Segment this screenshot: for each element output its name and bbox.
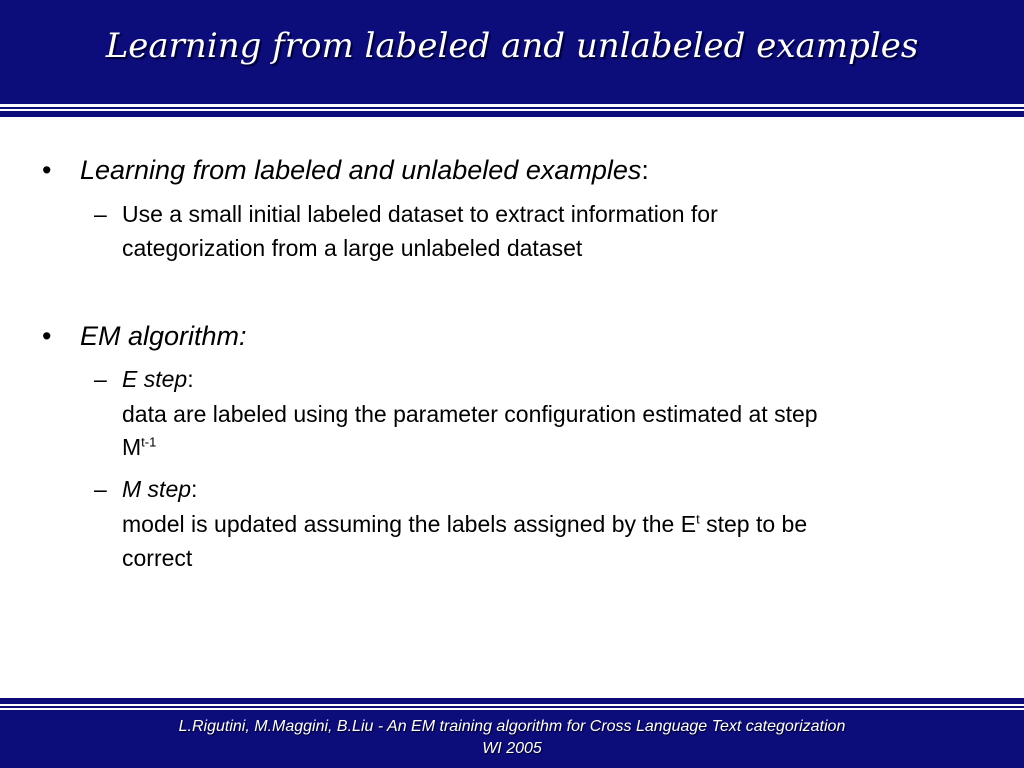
footer-citation: L.Rigutini, M.Maggini, B.Liu - An EM training algorithm for Cross Language Text categorization	[178, 718, 846, 735]
bullet-marker: •	[42, 155, 52, 185]
superscript: t-1	[141, 434, 157, 450]
sub-bullet-line	[122, 507, 807, 541]
sub-bullet-marker: –	[94, 366, 107, 392]
sub-bullet-line	[122, 430, 156, 464]
e-step-label: E step	[122, 366, 188, 392]
sub-bullet-heading	[122, 472, 197, 506]
bullet-suffix: :	[641, 155, 649, 185]
sub-bullet-marker: –	[94, 201, 107, 227]
superscript: t	[696, 511, 700, 527]
bullet-text	[80, 154, 649, 186]
sub-bullet-line: correct	[122, 545, 193, 571]
slide-title: Learning from labeled and unlabeled examples	[105, 26, 919, 66]
bullet-marker: •	[42, 321, 52, 351]
sub-bullet-line: Use a small initial labeled dataset to extract information for	[122, 201, 718, 227]
footer-rule-thick	[0, 698, 1024, 704]
sub-bullet-line: categorization from a large unlabeled dataset	[122, 235, 583, 261]
footer-rule-thin	[0, 706, 1024, 708]
heading-suffix: :	[191, 476, 198, 502]
sub-bullet-heading	[122, 362, 194, 396]
bullet-label: Learning from labeled and unlabeled examples	[80, 155, 642, 185]
text-segment: step to be	[699, 511, 808, 537]
symbol-m: M	[122, 434, 142, 460]
footer-venue: WI 2005	[482, 740, 542, 757]
sub-bullet-line: data are labeled using the parameter configuration estimated at step	[122, 401, 818, 427]
text-segment: model is updated assuming the labels assigned by the E	[122, 511, 697, 537]
heading-suffix: :	[187, 366, 194, 392]
footer-bar	[0, 710, 1024, 768]
m-step-label: M step	[122, 476, 192, 502]
sub-bullet-marker: –	[94, 476, 107, 502]
bullet-label: EM algorithm:	[80, 321, 247, 351]
